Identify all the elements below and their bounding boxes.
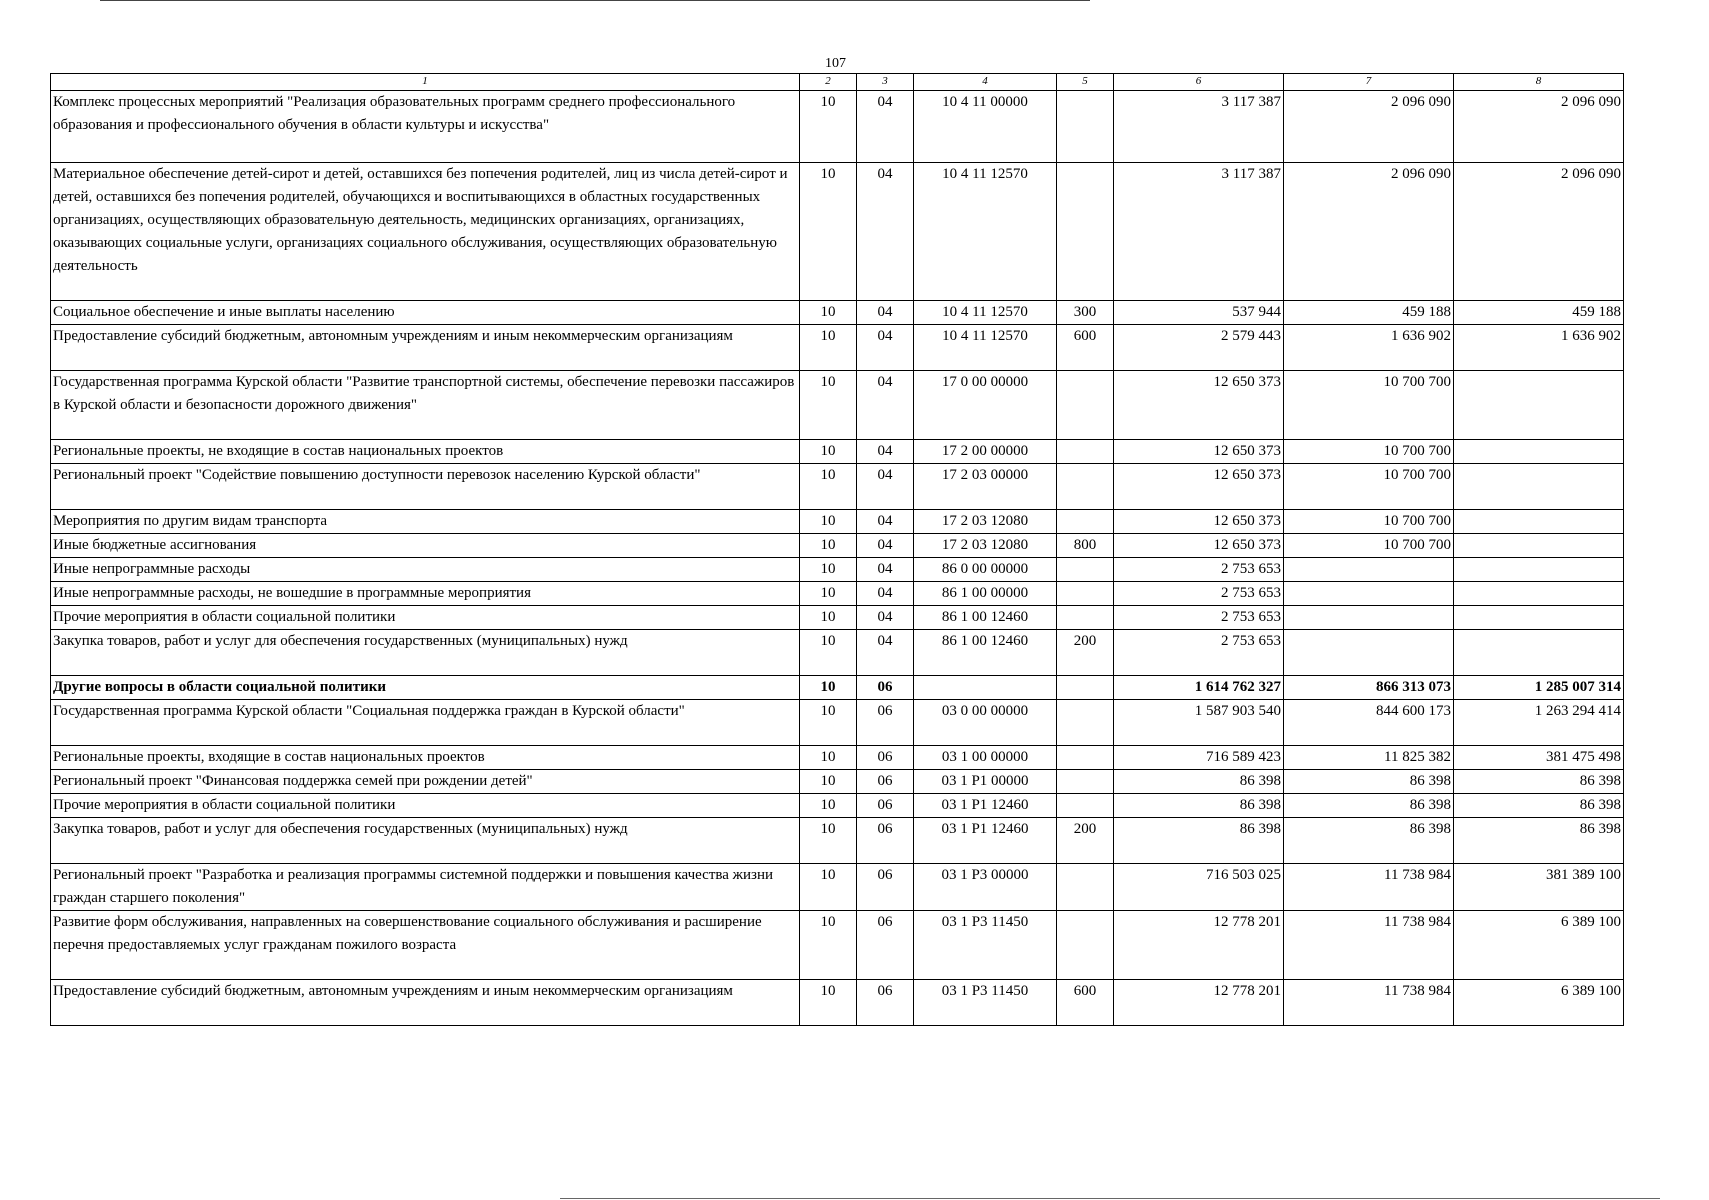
- table-row: [51, 606, 1624, 630]
- column-number: 6: [1114, 74, 1284, 91]
- cell-csr: 03 1 P3 11450: [914, 980, 1057, 1026]
- cell-name: Прочие мероприятия в области социальной политики: [51, 794, 800, 818]
- table-row: [51, 700, 1624, 746]
- cell-y3: [1454, 606, 1624, 630]
- cell-name: Мероприятия по другим видам транспорта: [51, 510, 800, 534]
- cell-y3: 381 389 100: [1454, 864, 1624, 911]
- cell-y1: 2 753 653: [1114, 630, 1284, 676]
- cell-y2: [1284, 582, 1454, 606]
- cell-csr: 86 1 00 12460: [914, 606, 1057, 630]
- cell-y2: 11 738 984: [1284, 980, 1454, 1026]
- cell-y1: 86 398: [1114, 794, 1284, 818]
- cell-pr: 06: [857, 676, 914, 700]
- cell-y3: [1454, 510, 1624, 534]
- cell-pr: 04: [857, 630, 914, 676]
- cell-vr: 600: [1057, 980, 1114, 1026]
- table-row: [51, 163, 1624, 301]
- cell-y1: 12 650 373: [1114, 464, 1284, 510]
- cell-y2: 10 700 700: [1284, 510, 1454, 534]
- table-row: [51, 558, 1624, 582]
- cell-csr: 86 1 00 12460: [914, 630, 1057, 676]
- cell-rz: 10: [800, 464, 857, 510]
- column-number: 2: [800, 74, 857, 91]
- cell-pr: 06: [857, 818, 914, 864]
- cell-name: Иные непрограммные расходы: [51, 558, 800, 582]
- cell-y2: 10 700 700: [1284, 464, 1454, 510]
- cell-pr: 06: [857, 794, 914, 818]
- bottom-rule: [560, 1198, 1660, 1199]
- cell-y1: 2 753 653: [1114, 582, 1284, 606]
- cell-y3: [1454, 371, 1624, 440]
- cell-y1: 12 778 201: [1114, 911, 1284, 980]
- cell-csr: 10 4 11 12570: [914, 301, 1057, 325]
- cell-pr: 04: [857, 606, 914, 630]
- table-row: [51, 91, 1624, 163]
- cell-csr: [914, 676, 1057, 700]
- cell-y2: [1284, 606, 1454, 630]
- cell-vr: 200: [1057, 818, 1114, 864]
- cell-vr: [1057, 794, 1114, 818]
- cell-rz: 10: [800, 510, 857, 534]
- cell-rz: 10: [800, 770, 857, 794]
- cell-pr: 06: [857, 746, 914, 770]
- cell-rz: 10: [800, 700, 857, 746]
- cell-y1: 716 503 025: [1114, 864, 1284, 911]
- cell-vr: [1057, 911, 1114, 980]
- cell-name: Комплекс процессных мероприятий "Реализация образовательных программ среднего профессионального образования и профессионального обучения в области культуры и искусства": [51, 91, 800, 163]
- cell-y1: 12 650 373: [1114, 510, 1284, 534]
- cell-y2: 2 096 090: [1284, 163, 1454, 301]
- cell-y2: [1284, 558, 1454, 582]
- table-row: [51, 980, 1624, 1026]
- cell-y2: 11 738 984: [1284, 911, 1454, 980]
- cell-y1: 12 650 373: [1114, 534, 1284, 558]
- cell-y2: 10 700 700: [1284, 440, 1454, 464]
- table-row: [51, 464, 1624, 510]
- cell-name: Другие вопросы в области социальной политики: [51, 676, 800, 700]
- table-row: [51, 676, 1624, 700]
- cell-vr: [1057, 510, 1114, 534]
- table-row: [51, 325, 1624, 371]
- cell-csr: 17 0 00 00000: [914, 371, 1057, 440]
- cell-csr: 03 1 P1 12460: [914, 818, 1057, 864]
- table-row: [51, 582, 1624, 606]
- cell-name: Материальное обеспечение детей-сирот и детей, оставшихся без попечения родителей, лиц из числа детей-сирот и детей, оставшихся без попечения родителей, обучающихся и воспитывающихся в областных государственных организациях, осуществляющих образовательную деятельность, медицинских организациях, организациях, оказывающих социальные услуги, организациях социального обслуживания, осуществляющих образовательную деятельность: [51, 163, 800, 301]
- top-rule: [100, 0, 1090, 1]
- cell-y1: 1 587 903 540: [1114, 700, 1284, 746]
- cell-y2: 866 313 073: [1284, 676, 1454, 700]
- cell-csr: 10 4 11 12570: [914, 163, 1057, 301]
- cell-pr: 06: [857, 770, 914, 794]
- table-row: [51, 510, 1624, 534]
- cell-vr: [1057, 700, 1114, 746]
- cell-vr: [1057, 558, 1114, 582]
- cell-rz: 10: [800, 582, 857, 606]
- cell-vr: [1057, 606, 1114, 630]
- cell-y1: 716 589 423: [1114, 746, 1284, 770]
- cell-y2: 86 398: [1284, 770, 1454, 794]
- table-body: [51, 91, 1624, 1026]
- cell-rz: 10: [800, 630, 857, 676]
- page-number: 107: [825, 56, 846, 71]
- budget-table: [50, 73, 1624, 1026]
- cell-y3: [1454, 534, 1624, 558]
- cell-pr: 04: [857, 558, 914, 582]
- cell-name: Государственная программа Курской области "Развитие транспортной системы, обеспечение перевозки пассажиров в Курской области и безопасности дорожного движения": [51, 371, 800, 440]
- cell-name: Иные бюджетные ассигнования: [51, 534, 800, 558]
- table-row: [51, 864, 1624, 911]
- cell-name: Закупка товаров, работ и услуг для обеспечения государственных (муниципальных) нужд: [51, 818, 800, 864]
- column-number: 7: [1284, 74, 1454, 91]
- cell-csr: 03 1 P1 12460: [914, 794, 1057, 818]
- cell-name: Иные непрограммные расходы, не вошедшие в программные мероприятия: [51, 582, 800, 606]
- cell-pr: 04: [857, 91, 914, 163]
- cell-y3: 2 096 090: [1454, 91, 1624, 163]
- cell-pr: 06: [857, 700, 914, 746]
- cell-vr: [1057, 91, 1114, 163]
- cell-pr: 06: [857, 980, 914, 1026]
- cell-y2: 1 636 902: [1284, 325, 1454, 371]
- cell-y3: [1454, 630, 1624, 676]
- cell-y2: 11 738 984: [1284, 864, 1454, 911]
- cell-pr: 06: [857, 864, 914, 911]
- cell-y3: 86 398: [1454, 794, 1624, 818]
- cell-pr: 04: [857, 325, 914, 371]
- cell-rz: 10: [800, 558, 857, 582]
- cell-csr: 03 1 P3 00000: [914, 864, 1057, 911]
- cell-name: Предоставление субсидий бюджетным, автономным учреждениям и иным некоммерческим организациям: [51, 980, 800, 1026]
- cell-pr: 04: [857, 582, 914, 606]
- cell-name: Прочие мероприятия в области социальной политики: [51, 606, 800, 630]
- cell-vr: [1057, 440, 1114, 464]
- cell-y2: 844 600 173: [1284, 700, 1454, 746]
- cell-y1: 12 650 373: [1114, 371, 1284, 440]
- cell-vr: [1057, 163, 1114, 301]
- cell-vr: [1057, 464, 1114, 510]
- cell-csr: 10 4 11 00000: [914, 91, 1057, 163]
- cell-rz: 10: [800, 534, 857, 558]
- cell-y1: 12 650 373: [1114, 440, 1284, 464]
- table-row: [51, 630, 1624, 676]
- cell-name: Социальное обеспечение и иные выплаты населению: [51, 301, 800, 325]
- cell-y3: 86 398: [1454, 770, 1624, 794]
- cell-rz: 10: [800, 371, 857, 440]
- table-row: [51, 534, 1624, 558]
- cell-pr: 04: [857, 301, 914, 325]
- cell-csr: 03 1 P3 11450: [914, 911, 1057, 980]
- cell-vr: 300: [1057, 301, 1114, 325]
- table-row: [51, 770, 1624, 794]
- column-number-row: [51, 74, 1624, 91]
- cell-pr: 04: [857, 464, 914, 510]
- cell-rz: 10: [800, 325, 857, 371]
- cell-y3: 2 096 090: [1454, 163, 1624, 301]
- cell-y1: 86 398: [1114, 818, 1284, 864]
- cell-y1: 86 398: [1114, 770, 1284, 794]
- cell-name: Региональные проекты, не входящие в состав национальных проектов: [51, 440, 800, 464]
- table-row: [51, 794, 1624, 818]
- cell-csr: 03 1 00 00000: [914, 746, 1057, 770]
- cell-pr: 04: [857, 510, 914, 534]
- cell-rz: 10: [800, 301, 857, 325]
- cell-rz: 10: [800, 818, 857, 864]
- cell-vr: 200: [1057, 630, 1114, 676]
- cell-csr: 03 0 00 00000: [914, 700, 1057, 746]
- column-number: 5: [1057, 74, 1114, 91]
- table-row: [51, 371, 1624, 440]
- table-row: [51, 301, 1624, 325]
- cell-y1: 3 117 387: [1114, 91, 1284, 163]
- table-row: [51, 911, 1624, 980]
- cell-y2: 86 398: [1284, 794, 1454, 818]
- cell-name: Региональный проект "Финансовая поддержка семей при рождении детей": [51, 770, 800, 794]
- cell-y2: [1284, 630, 1454, 676]
- column-number: 4: [914, 74, 1057, 91]
- cell-vr: 600: [1057, 325, 1114, 371]
- cell-y3: 1 636 902: [1454, 325, 1624, 371]
- cell-vr: [1057, 582, 1114, 606]
- cell-pr: 04: [857, 534, 914, 558]
- column-number: 1: [51, 74, 800, 91]
- cell-csr: 10 4 11 12570: [914, 325, 1057, 371]
- cell-y2: 11 825 382: [1284, 746, 1454, 770]
- cell-y3: 381 475 498: [1454, 746, 1624, 770]
- cell-rz: 10: [800, 746, 857, 770]
- cell-y2: 86 398: [1284, 818, 1454, 864]
- cell-rz: 10: [800, 794, 857, 818]
- cell-pr: 04: [857, 371, 914, 440]
- table-row: [51, 440, 1624, 464]
- cell-y1: 2 753 653: [1114, 558, 1284, 582]
- cell-y1: 12 778 201: [1114, 980, 1284, 1026]
- cell-vr: [1057, 371, 1114, 440]
- cell-vr: 800: [1057, 534, 1114, 558]
- cell-vr: [1057, 770, 1114, 794]
- cell-vr: [1057, 864, 1114, 911]
- cell-rz: 10: [800, 91, 857, 163]
- cell-name: Региональный проект "Содействие повышению доступности перевозок населению Курской области": [51, 464, 800, 510]
- cell-rz: 10: [800, 980, 857, 1026]
- cell-y1: 2 579 443: [1114, 325, 1284, 371]
- cell-y3: 1 263 294 414: [1454, 700, 1624, 746]
- cell-y2: 10 700 700: [1284, 371, 1454, 440]
- cell-pr: 06: [857, 911, 914, 980]
- cell-y3: [1454, 582, 1624, 606]
- cell-name: Закупка товаров, работ и услуг для обеспечения государственных (муниципальных) нужд: [51, 630, 800, 676]
- cell-csr: 17 2 00 00000: [914, 440, 1057, 464]
- cell-y3: 6 389 100: [1454, 980, 1624, 1026]
- cell-y3: 1 285 007 314: [1454, 676, 1624, 700]
- cell-pr: 04: [857, 163, 914, 301]
- cell-name: Региональный проект "Разработка и реализация программы системной поддержки и повышения качества жизни граждан старшего поколения": [51, 864, 800, 911]
- cell-y3: 459 188: [1454, 301, 1624, 325]
- cell-name: Региональные проекты, входящие в состав национальных проектов: [51, 746, 800, 770]
- cell-y1: 3 117 387: [1114, 163, 1284, 301]
- cell-name: Предоставление субсидий бюджетным, автономным учреждениям и иным некоммерческим организациям: [51, 325, 800, 371]
- cell-rz: 10: [800, 911, 857, 980]
- table-row: [51, 746, 1624, 770]
- cell-rz: 10: [800, 440, 857, 464]
- cell-csr: 17 2 03 12080: [914, 534, 1057, 558]
- column-number: 3: [857, 74, 914, 91]
- cell-pr: 04: [857, 440, 914, 464]
- column-number: 8: [1454, 74, 1624, 91]
- cell-y1: 1 614 762 327: [1114, 676, 1284, 700]
- cell-rz: 10: [800, 163, 857, 301]
- cell-y2: 2 096 090: [1284, 91, 1454, 163]
- cell-rz: 10: [800, 864, 857, 911]
- cell-csr: 03 1 P1 00000: [914, 770, 1057, 794]
- cell-vr: [1057, 746, 1114, 770]
- cell-csr: 86 0 00 00000: [914, 558, 1057, 582]
- cell-name: Государственная программа Курской области "Социальная поддержка граждан в Курской области": [51, 700, 800, 746]
- cell-rz: 10: [800, 676, 857, 700]
- cell-y2: 459 188: [1284, 301, 1454, 325]
- cell-y1: 537 944: [1114, 301, 1284, 325]
- cell-y3: 6 389 100: [1454, 911, 1624, 980]
- cell-y1: 2 753 653: [1114, 606, 1284, 630]
- cell-name: Развитие форм обслуживания, направленных на совершенствование социального обслуживания и расширение перечня предоставляемых услуг гражданам пожилого возраста: [51, 911, 800, 980]
- cell-csr: 17 2 03 12080: [914, 510, 1057, 534]
- cell-vr: [1057, 676, 1114, 700]
- cell-y3: [1454, 558, 1624, 582]
- cell-y3: [1454, 464, 1624, 510]
- cell-y3: 86 398: [1454, 818, 1624, 864]
- cell-rz: 10: [800, 606, 857, 630]
- cell-y3: [1454, 440, 1624, 464]
- cell-csr: 86 1 00 00000: [914, 582, 1057, 606]
- table-row: [51, 818, 1624, 864]
- cell-csr: 17 2 03 00000: [914, 464, 1057, 510]
- cell-y2: 10 700 700: [1284, 534, 1454, 558]
